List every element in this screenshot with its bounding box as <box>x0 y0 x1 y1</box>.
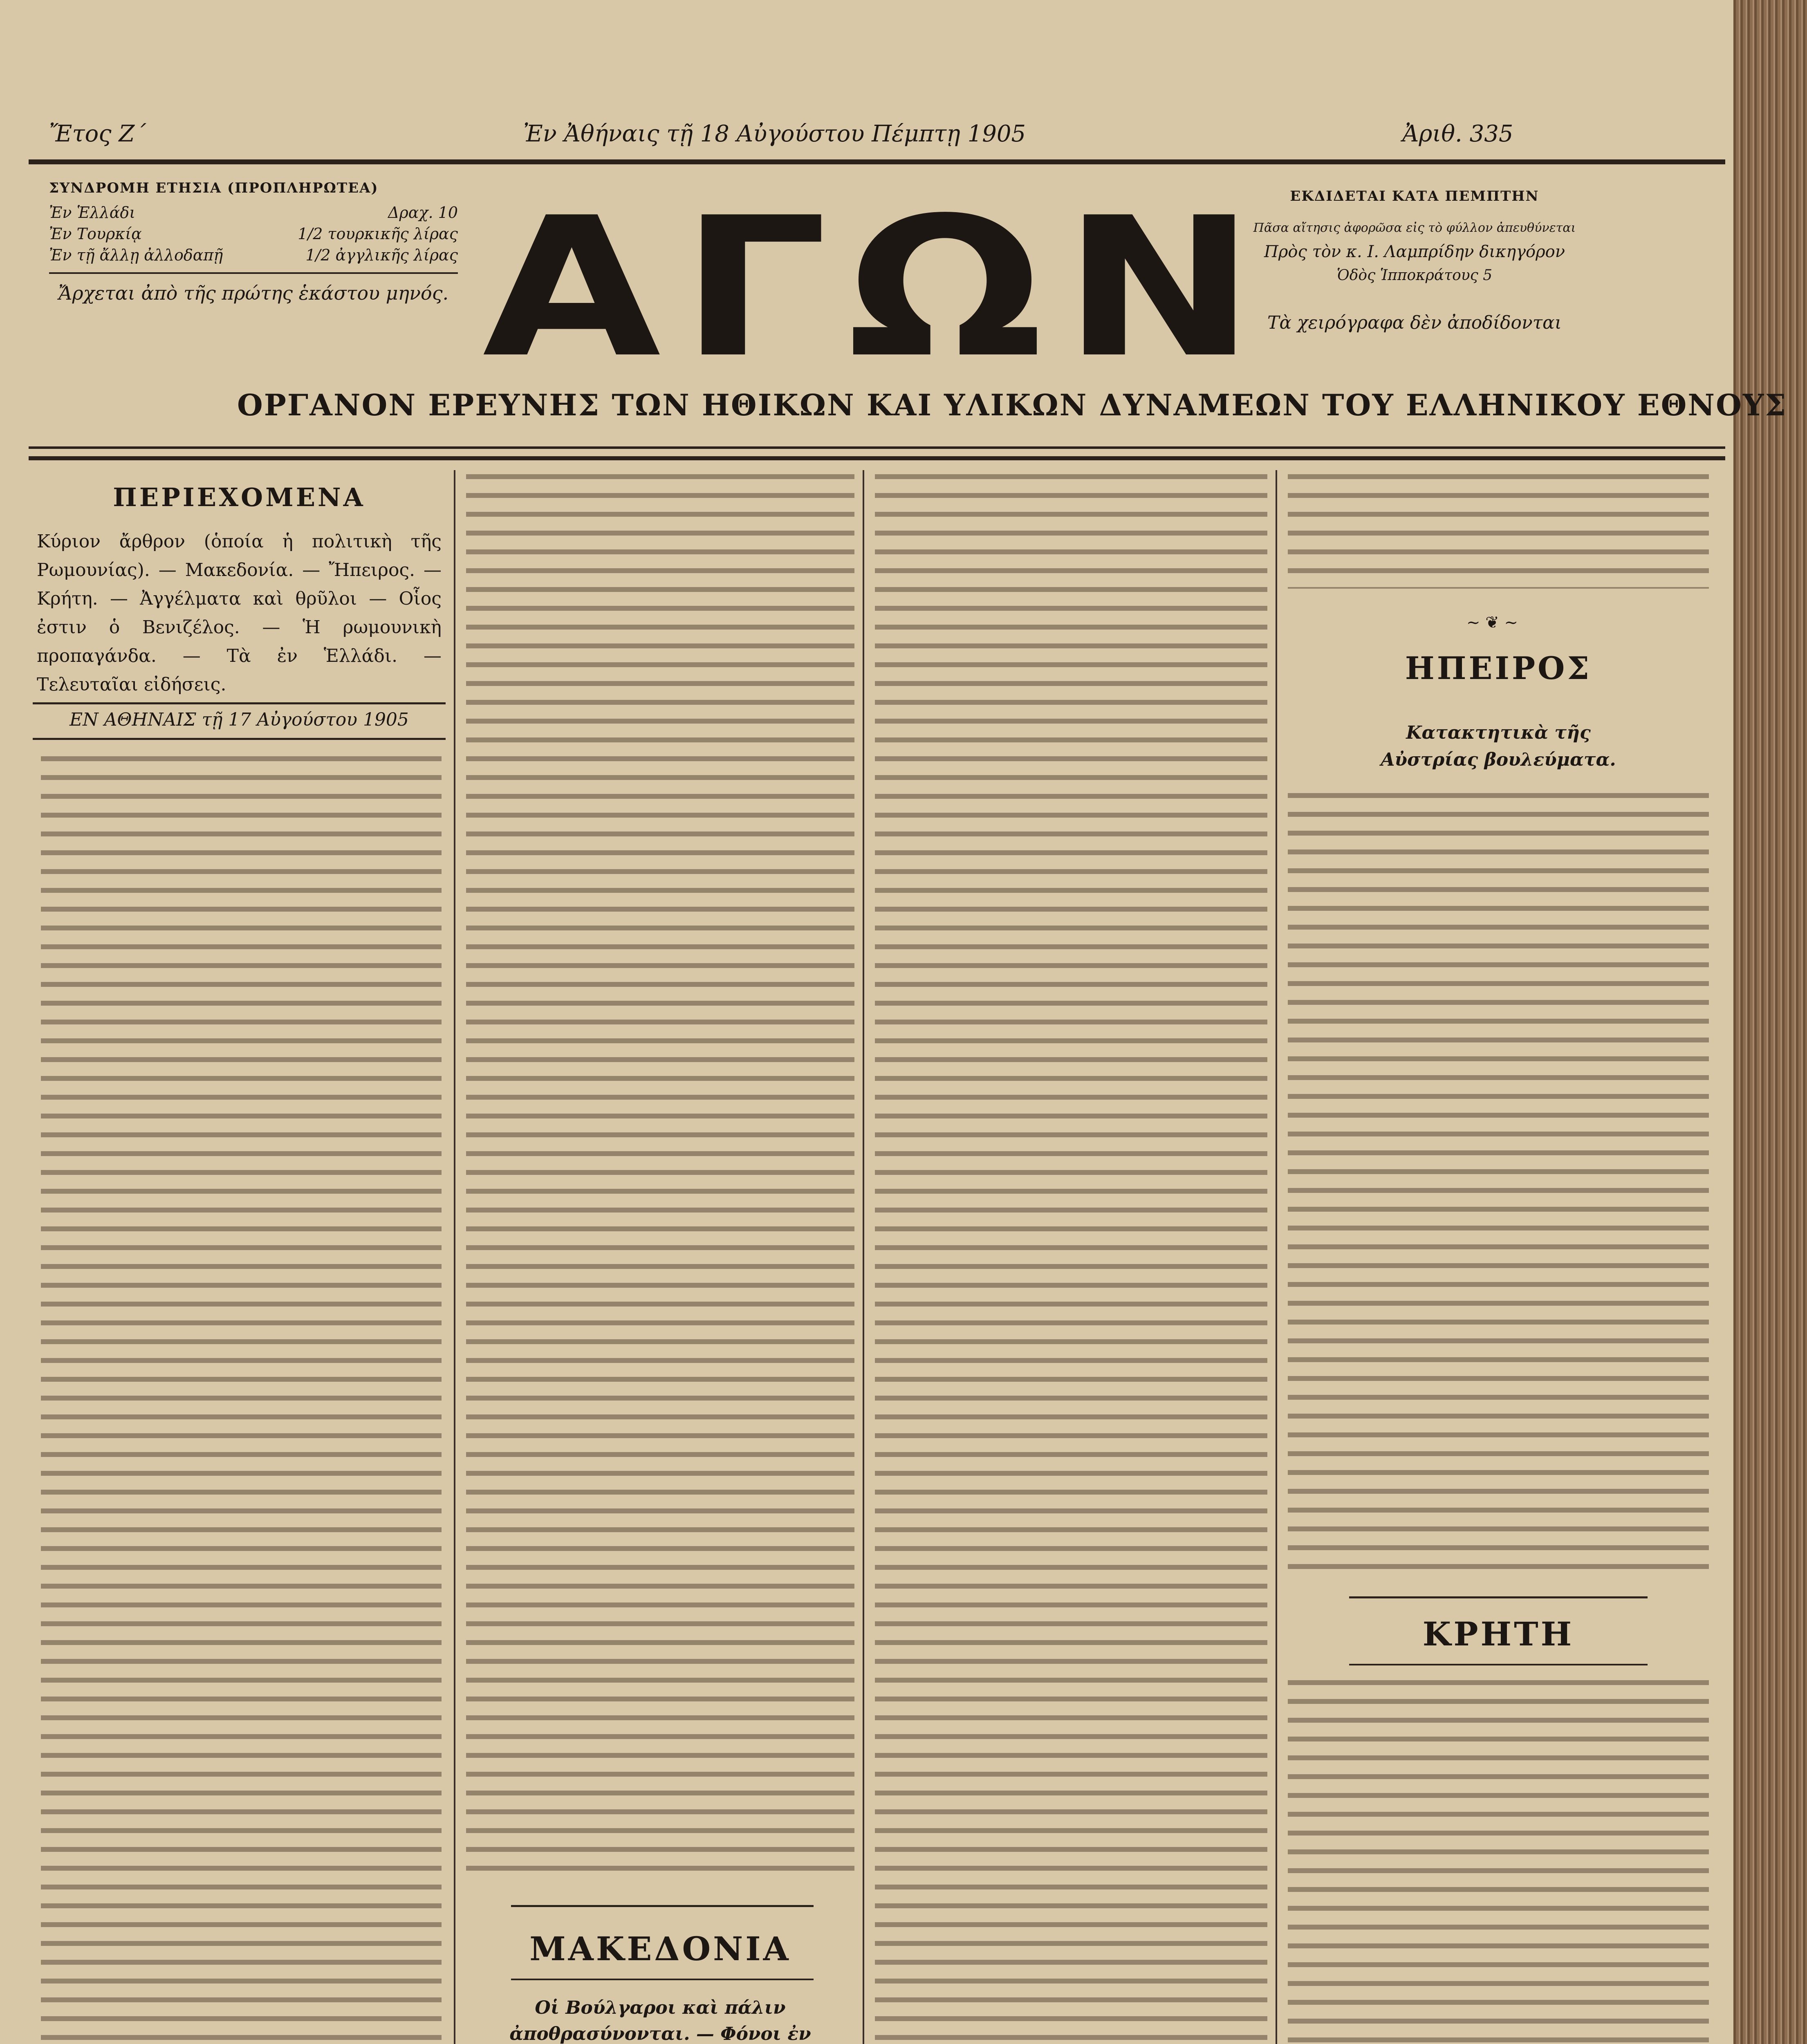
divider <box>511 1905 814 1907</box>
subscription-row: Ἐν Ἑλλάδι Δραχ. 10 <box>49 204 458 222</box>
divider <box>1349 1664 1648 1665</box>
crete-heading: ΚΡΗΤΗ <box>1422 1615 1574 1653</box>
divider <box>49 272 458 274</box>
ornament: ~ ❦ ~ <box>1466 613 1518 632</box>
column-rule <box>454 470 455 2044</box>
book-binding-edge <box>1733 0 1807 2044</box>
crete-article-text <box>1288 1676 1709 2044</box>
top-rule <box>29 159 1725 164</box>
year-label: Ἔτος Ζ΄ <box>49 121 146 147</box>
lead-article-text <box>41 752 442 2044</box>
subscription-row: Ἐν τῇ ἄλλῃ ἀλλοδαπῇ 1/2 ἀγγλικῆς λίρας <box>49 246 458 264</box>
divider <box>33 738 446 740</box>
epirus-article-text <box>1288 789 1709 1570</box>
masthead-title: ΑΓΩΝ <box>482 176 1276 400</box>
macedonia-continued-text <box>875 470 1267 2044</box>
contents-heading: ΠΕΡΙΕΧΟΜΕΝΑ <box>113 482 365 512</box>
divider <box>511 1979 814 1980</box>
publication-title: ΕΚΔΙΔΕΤΑΙ ΚΑΤΑ ΠΕΜΠΤΗΝ <box>1290 188 1539 204</box>
publication-line: Πᾶσα αἴτησις ἀφορῶσα εἰς τὸ φύλλον ἀπευθύνεται <box>1253 221 1576 235</box>
publication-line: Πρὸς τὸν κ. Ι. Λαμπρίδην δικηγόρον <box>1264 242 1565 261</box>
contents-text: Κύριον ἄρθρον (ὁποία ἡ πολιτικὴ τῆς Ρωμουνίας). — Μακεδονία. — Ἤπειρος. — Κρήτη. — Ἀγγέλματα καὶ θρῦλοι — Οἷος ἐστιν ὁ Βενιζέλος. — Ἡ ρωμουνικὴ προπαγάνδα. — Τὰ ἐν Ἑλλάδι. — Τελευταῖαι εἰδήσεις. <box>37 531 442 695</box>
article-end-text <box>1288 470 1709 589</box>
dateline: Ἐν Ἀθήναις τῇ 18 Αὐγούστου Πέμπτῃ 1905 <box>523 121 1026 147</box>
subscription-block <box>49 180 458 304</box>
column-rule <box>863 470 864 2044</box>
subscription-row: Ἐν Τουρκίᾳ 1/2 τουρκικῆς λίρας <box>49 225 458 243</box>
subscription-note: Ἄρχεται ἀπὸ τῆς πρώτης ἑκάστου μηνός. <box>58 282 449 304</box>
epirus-heading: ΗΠΕΙΡΟΣ <box>1405 650 1592 686</box>
publication-line: Ὁδὸς Ἱπποκράτους 5 <box>1336 267 1493 284</box>
publication-note: Τὰ χειρόγραφα δὲν ἀποδίδονται <box>1267 312 1562 333</box>
divider <box>33 702 446 704</box>
publication-block <box>1173 188 1656 333</box>
masthead-motto: ΟΡΓΑΝΟΝ ΕΡΕΥΝΗΣ ΤΩΝ ΗΘΙΚΩΝ ΚΑΙ ΥΛΙΚΩΝ ΔΥΝΑΜΕΩΝ ΤΟΥ ΕΛΛΗΝΙΚΟΥ ΕΘΝΟΥΣ <box>237 388 1787 422</box>
macedonia-heading: ΜΑΚΕΔΟΝΙΑ <box>529 1930 791 1968</box>
divider <box>1349 1596 1648 1598</box>
epirus-subheading: Κατακτητικὰ τῆς Αὐστρίας βουλεύματα. <box>1381 722 1616 770</box>
lead-dateline: ΕΝ ΑΘΗΝΑΙΣ τῇ 17 Αὐγούστου 1905 <box>70 709 409 730</box>
macedonia-subheading: Οἱ Βούλγαροι καὶ πάλιν ἀποθρασύνονται. — Φόνοι ἐν <box>509 1997 811 2044</box>
masthead-rule <box>29 446 1725 449</box>
masthead-rule <box>29 456 1725 460</box>
column-rule <box>1276 470 1277 2044</box>
subscription-title: ΣΥΝΔΡΟΜΗ ΕΤΗΣΙΑ (ΠΡΟΠΛΗΡΩΤΕΑ) <box>49 180 379 196</box>
article-continuation-text <box>466 470 854 1885</box>
issue-number: Ἀριθ. 335 <box>1402 121 1513 147</box>
